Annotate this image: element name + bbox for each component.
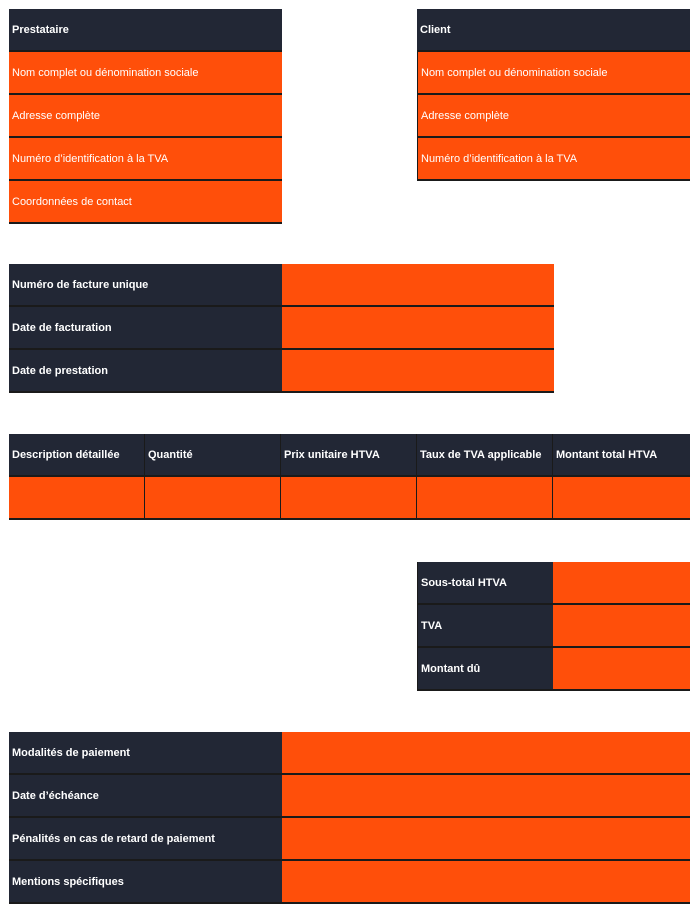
col-quantity-header: Quantité [145, 434, 281, 477]
amount-due-value[interactable] [553, 648, 690, 691]
prestataire-name-field[interactable]: Nom complet ou dénomination sociale [9, 52, 282, 95]
prestataire-header: Prestataire [9, 9, 282, 52]
payment-block [9, 732, 690, 904]
line-items-table [9, 434, 690, 520]
client-vat-field[interactable]: Numéro d’identification à la TVA [417, 138, 690, 181]
totals-block [417, 562, 690, 691]
col-unit-price-header: Prix unitaire HTVA [281, 434, 417, 477]
line-items-header-row [9, 434, 690, 477]
unit-price-cell[interactable] [281, 477, 417, 520]
total-cell[interactable] [553, 477, 690, 520]
invoice-info-block [9, 264, 554, 393]
col-total-header: Montant total HTVA [553, 434, 690, 477]
client-block [417, 9, 690, 181]
invoice-number-label: Numéro de facture unique [9, 264, 282, 307]
client-name-field[interactable]: Nom complet ou dénomination sociale [417, 52, 690, 95]
prestataire-vat-field[interactable]: Numéro d’identification à la TVA [9, 138, 282, 181]
prestataire-address-field[interactable]: Adresse complète [9, 95, 282, 138]
service-date-label: Date de prestation [9, 350, 282, 393]
vat-label: TVA [417, 605, 553, 648]
table-row [9, 477, 690, 520]
invoice-number-value[interactable] [282, 264, 554, 307]
client-header: Client [417, 9, 690, 52]
service-date-value[interactable] [282, 350, 554, 393]
col-vat-rate-header: Taux de TVA applicable [417, 434, 553, 477]
description-cell[interactable] [9, 477, 145, 520]
prestataire-contact-field[interactable]: Coordonnées de contact [9, 181, 282, 224]
payment-terms-value[interactable] [282, 732, 690, 775]
due-date-value[interactable] [282, 775, 690, 818]
vat-value[interactable] [553, 605, 690, 648]
quantity-cell[interactable] [145, 477, 281, 520]
subtotal-value[interactable] [553, 562, 690, 605]
late-penalties-value[interactable] [282, 818, 690, 861]
late-penalties-label: Pénalités en cas de retard de paiement [9, 818, 282, 861]
payment-terms-label: Modalités de paiement [9, 732, 282, 775]
vat-rate-cell[interactable] [417, 477, 553, 520]
col-description-header: Description détaillée [9, 434, 145, 477]
subtotal-label: Sous-total HTVA [417, 562, 553, 605]
due-date-label: Date d’échéance [9, 775, 282, 818]
specific-mentions-label: Mentions spécifiques [9, 861, 282, 904]
amount-due-label: Montant dû [417, 648, 553, 691]
client-address-field[interactable]: Adresse complète [417, 95, 690, 138]
invoice-date-label: Date de facturation [9, 307, 282, 350]
specific-mentions-value[interactable] [282, 861, 690, 904]
invoice-date-value[interactable] [282, 307, 554, 350]
prestataire-block [9, 9, 282, 224]
